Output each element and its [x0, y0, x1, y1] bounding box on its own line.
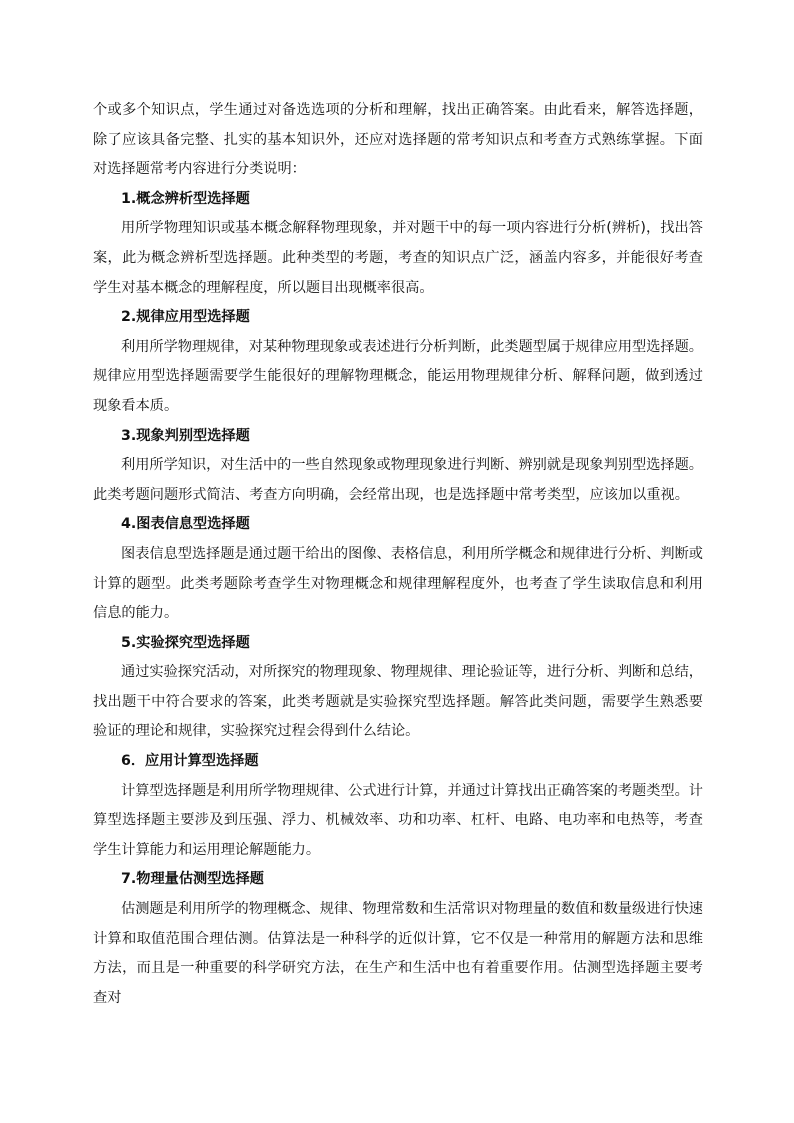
section-body-6: 计算型选择题是利用所学物理规律、公式进行计算，并通过计算找出正确答案的考题类型。计算型选择题主要涉及到压强、浮力、机械效率、功和功率、杠杆、电路、电功率和电热等，考查学生计算能力和运用理论解题能力。: [93, 782, 703, 858]
section-body-3: 利用所学知识，对生活中的一些自然现象或物理现象进行判断、辨别就是现象判别型选择题。此类考题问题形式简洁、考查方向明确，会经常出现，也是选择题中常考类型，应该加以重视。: [93, 457, 703, 503]
section-body-1: 用所学物理知识或基本概念解释物理现象，并对题干中的每一项内容进行分析(辨析)，找出答案，此为概念辨析型选择题。此种类型的考题，考查的知识点广泛，涵盖内容多，并能很好考查学生对基本概念的理解程度，所以题目出现概率很高。: [93, 220, 703, 296]
intro-paragraph: 个或多个知识点，学生通过对备选选项的分析和理解，找出正确答案。由此看来，解答选择题，除了应该具备完整、扎实的基本知识外，还应对选择题的常考知识点和考查方式熟练掌握。下面对选择题常考内容进行分类说明：: [93, 102, 703, 178]
section-heading-6: 6．应用计算型选择题: [121, 753, 259, 770]
section-heading-3: 3.现象判别型选择题: [121, 427, 250, 444]
section-heading-1: 1.概念辨析型选择题: [121, 190, 250, 207]
section-heading-2: 2.规律应用型选择题: [121, 309, 250, 326]
section-body-5: 通过实验探究活动，对所探究的物理现象、物理规律、理论验证等，进行分析、判断和总结，找出题干中符合要求的答案，此类考题就是实验探究型选择题。解答此类问题，需要学生熟悉要验证的理论和规律，实验探究过程会得到什么结论。: [93, 664, 703, 740]
section-heading-5: 5.实验探究型选择题: [121, 634, 250, 651]
document-page: [93, 96, 703, 1013]
section-heading-4: 4.图表信息型选择题: [121, 516, 250, 533]
section-body-7: 估测题是利用所学的物理概念、规律、物理常数和生活常识对物理量的数值和数量级进行快速计算和取值范围合理估测。估算法是一种科学的近似计算，它不仅是一种常用的解题方法和思维方法，而且是一种重要的科学研究方法，在生产和生活中也有着重要作用。估测型选择题主要考查对: [93, 901, 703, 1006]
section-heading-7: 7.物理量估测型选择题: [121, 871, 264, 888]
section-body-2: 利用所学物理规律，对某种物理现象或表述进行分析判断，此类题型属于规律应用型选择题。规律应用型选择题需要学生能很好的理解物理概念，能运用物理规律分析、解释问题，做到透过现象看本质。: [93, 338, 703, 414]
section-body-4: 图表信息型选择题是通过题干给出的图像、表格信息，利用所学概念和规律进行分析、判断或计算的题型。此类考题除考查学生对物理概念和规律理解程度外，也考查了学生读取信息和利用信息的能力。: [93, 545, 703, 622]
